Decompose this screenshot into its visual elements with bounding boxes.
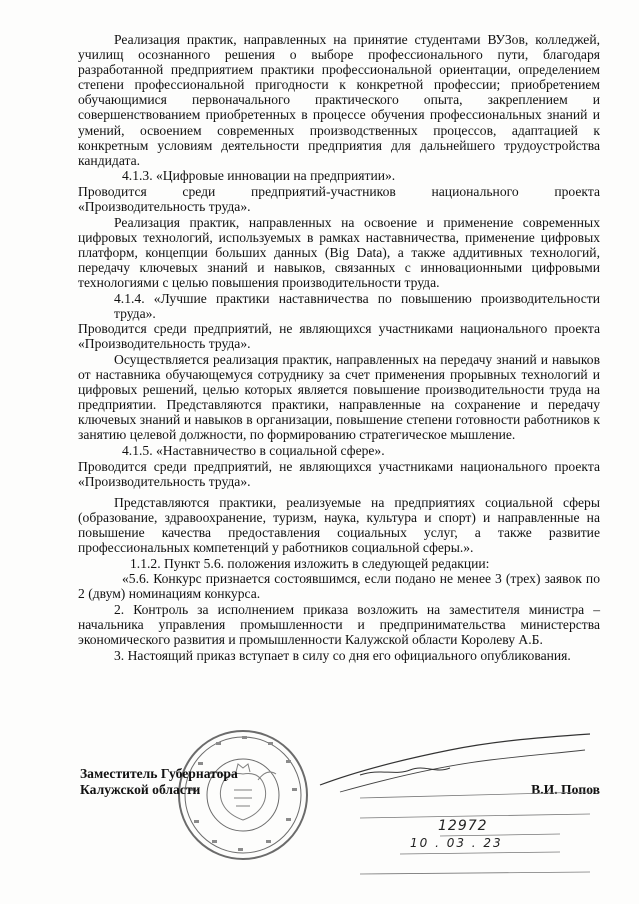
- paragraph-item-5-6: «5.6. Конкурс признается состоявшимся, если подано не менее 3 (трех) заявок по 2 (двум) номинациям конкурса.: [78, 571, 600, 602]
- paragraph-effective-date: 3. Настоящий приказ вступает в силу со дня его официального опубликования.: [114, 647, 571, 663]
- heading-4-1-3: 4.1.3. «Цифровые инновации на предприятии».: [122, 168, 396, 184]
- registration-number: 12972: [438, 818, 488, 834]
- registration-date: 10 . 03 . 23: [410, 836, 503, 850]
- paragraph-control: 2. Контроль за исполнением приказа возложить на заместителя министра – начальника управления промышленности и предпринимательства министерства экономического развития и промышленности Калужской области Королеву А.Б.: [78, 601, 600, 648]
- paragraph-participants-4-1-4: Проводится среди предприятий, не являющихся участниками национального проекта «Производительность труда».: [78, 321, 600, 352]
- signatory-name: В.И. Попов: [531, 782, 600, 797]
- paragraph-participants-4-1-3: Проводится среди предприятий-участников национального проекта «Производительность труда».: [78, 183, 600, 215]
- heading-4-1-5: 4.1.5. «Наставничество в социальной сфере».: [122, 443, 385, 459]
- heading-4-1-4: 4.1.4. «Лучшие практики наставничества по повышению производительности труда».: [114, 290, 600, 321]
- signatory-title-line2: Калужской области: [80, 782, 201, 797]
- paragraph-practice-orientation: Реализация практик, направленных на принятие студентами ВУЗов, колледжей, училищ осознанного решения о выборе профессионального пути, благодаря разработанной предприятием практики профессиональной ориентации, определением степени профессиональной пригодности к конкретной профессии; приобретением обучающимися первоначального практического опыта, закреплением и совершенствованием приобретенных в процессе обучения профессиональных знаний и умений, освоением современных производственных процессов, адаптацией к конкретным условиям деятельности предприятия для дальнейшего трудоустройства кандидата.: [78, 32, 600, 168]
- signatory-title-line1: Заместитель Губернатора: [80, 766, 238, 781]
- document-body: [78, 32, 600, 663]
- paragraph-item-1-1-2: 1.1.2. Пункт 5.6. положения изложить в следующей редакции:: [130, 555, 490, 571]
- paragraph-social-practices: Представляются практики, реализуемые на предприятиях социальной сферы (образование, здравоохранение, туризм, наука, культура и спорт) и направленные на повышение качества предоставления социальных услуг, а также развитие профессиональных компетенций у работников социальной сферы.».: [78, 494, 600, 556]
- paragraph-mentoring-practices: Осуществляется реализация практик, направленных на передачу знаний и навыков от наставника обучающемуся сотруднику за счет применения прорывных технологий и цифровых решений, целью которых является повышение производительности труда на предприятии. Представляются практики, направленные на сохранение и передачу ключевых знаний и навыков в организации, повышение степени готовности работников к занятию целевой должности, по формированию стратегическое мышление.: [78, 351, 600, 443]
- paragraph-digital-practices: Реализация практик, направленных на освоение и применение современных цифровых технологий, используемых в рамках наставничества, применение цифровых платформ, концепции больших данных (Big Data), а также аддитивных технологий, передачу ключевых знаний и навыков, связанных с инновационными цифровыми технологиями с целью повышения производительности труда.: [78, 214, 600, 290]
- paragraph-participants-4-1-5: Проводится среди предприятий, не являющихся участниками национального проекта «Производительность труда».: [78, 458, 600, 489]
